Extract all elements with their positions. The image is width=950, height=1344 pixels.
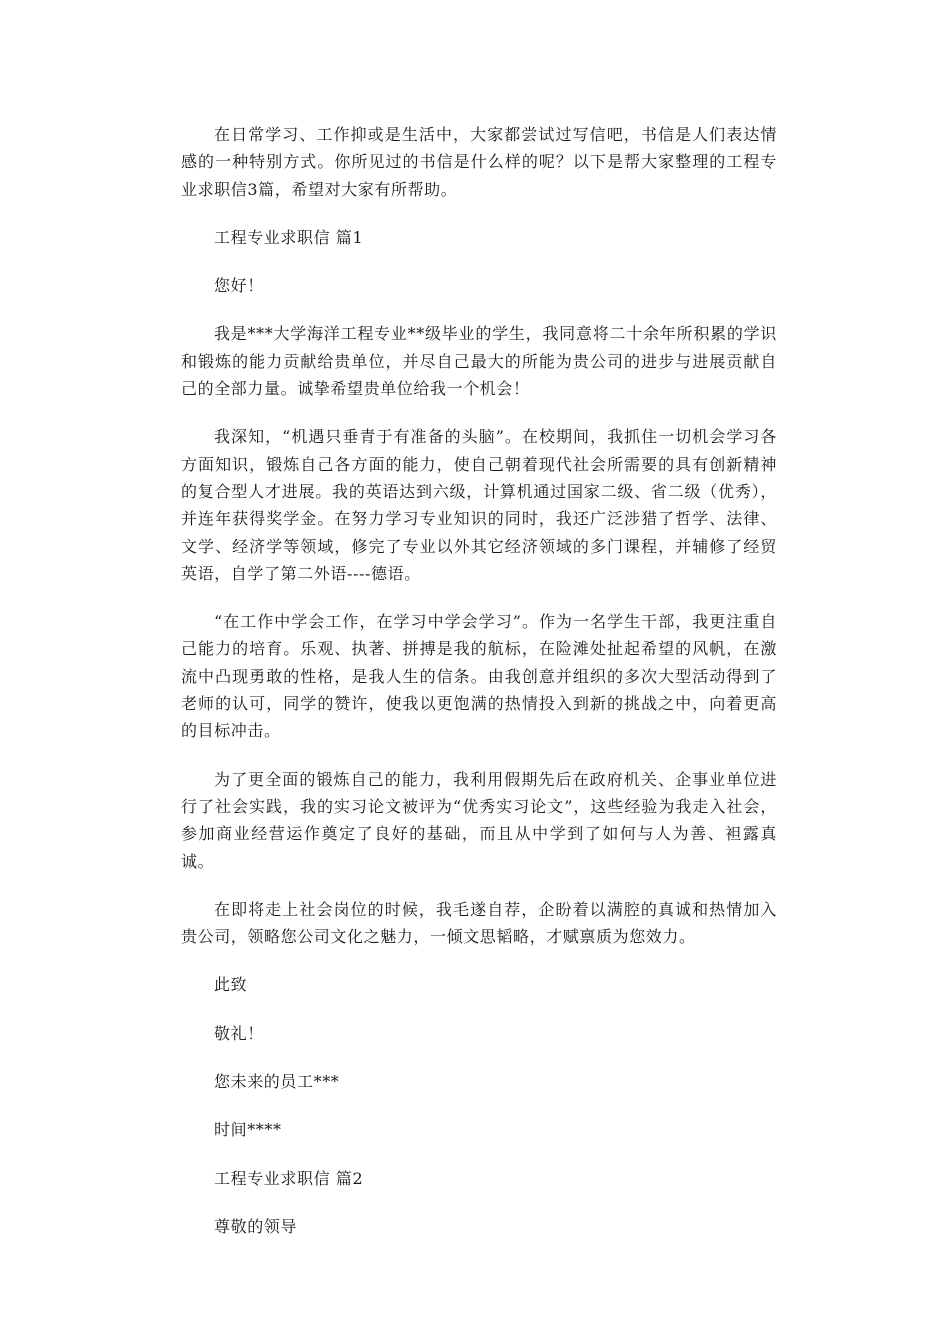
letter-1-paragraph: 我是***大学海洋工程专业**级毕业的学生，我同意将二十余年所积累的学识和锻炼的能力贡献给贵单位，并尽自己最大的所能为贵公司的进步与进展贡献自己的全部力量。诚挚希望贵单位给我一个机会！ bbox=[181, 324, 777, 399]
letter-1-paragraph: “在工作中学会工作，在学习中学会学习”。作为一名学生干部，我更注重自己能力的培育。乐观、执著、拼搏是我的航标，在险滩处扯起希望的风帆，在激流中凸现勇敢的性格，是我人生的信条。由我创意并组织的多次大型活动得到了老师的认可，同学的赞许，使我以更饱满的热情投入到新的挑战之中，向着更高的目标冲击。 bbox=[181, 612, 777, 741]
letter-1-paragraph: 在即将走上社会岗位的时候，我毛遂自荐，企盼着以满腔的真诚和热情加入贵公司，领略您公司文化之魅力，一倾文思韬略，才赋禀质为您效力。 bbox=[181, 899, 777, 947]
letter-1-signature: 您未来的员工*** bbox=[214, 1072, 340, 1092]
letter-1-date: 时间**** bbox=[214, 1120, 282, 1140]
letter-1-closing: 此致 bbox=[214, 975, 248, 995]
letter-2-greeting: 尊敬的领导 bbox=[214, 1216, 298, 1236]
letter-1-paragraph: 为了更全面的锻炼自己的能力，我利用假期先后在政府机关、企事业单位进行了社会实践，我的实习论文被评为“优秀实习论文”，这些经验为我走入社会，参加商业经营运作奠定了良好的基础，而且从中学到了如何与人为善、袒露真诚。 bbox=[181, 769, 777, 871]
intro-paragraph: 在日常学习、工作抑或是生活中，大家都尝试过写信吧，书信是人们表达情感的一种特别方式。你所见过的书信是什么样的呢？以下是帮大家整理的工程专业求职信3篇，希望对大家有所帮助。 bbox=[181, 125, 777, 199]
letter-1-paragraph: 我深知，“机遇只垂青于有准备的头脑”。在校期间，我抓住一切机会学习各方面知识，锻炼自己各方面的能力，使自己朝着现代社会所需要的具有创新精神的复合型人才进展。我的英语达到六级，计算机通过国家二级、省二级（优秀），并连年获得奖学金。在努力学习专业知识的同时，我还广泛涉猎了哲学、法律、文学、经济学等领域，修完了专业以外其它经济领域的多门课程，并辅修了经贸英语，自学了第二外语----德语。 bbox=[181, 427, 777, 583]
document-body bbox=[181, 121, 777, 1261]
letter-1-salute: 敬礼！ bbox=[214, 1023, 264, 1043]
letter-1-greeting: 您好！ bbox=[214, 276, 264, 296]
letter-2-heading: 工程专业求职信 篇2 bbox=[214, 1168, 364, 1188]
letter-1-heading: 工程专业求职信 篇1 bbox=[214, 227, 364, 247]
